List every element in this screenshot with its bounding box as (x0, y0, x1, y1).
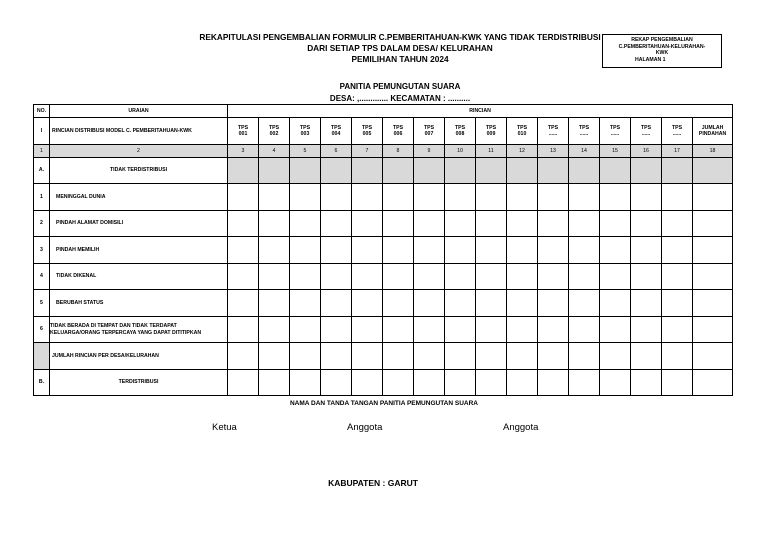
entry-cell[interactable] (507, 343, 538, 370)
entry-cell[interactable] (445, 237, 476, 264)
header-rincian: RINCIAN (228, 105, 733, 118)
tps-header-cell: TPS ...... (538, 118, 569, 145)
table-row-tidak-terdistribusi (34, 158, 733, 184)
entry-cell[interactable] (693, 211, 733, 237)
entry-cell[interactable] (476, 184, 507, 211)
entry-cell[interactable] (383, 184, 414, 211)
tps-header-cell: TPS 009 (476, 118, 507, 145)
row-no: 3 (34, 237, 50, 264)
tps-header-cell: TPS 005 (352, 118, 383, 145)
entry-cell[interactable] (600, 237, 631, 264)
entry-cell[interactable] (476, 370, 507, 396)
entry-cell[interactable] (693, 370, 733, 396)
table-row (34, 211, 733, 237)
col-number: 11 (476, 145, 507, 158)
shaded-cell (600, 158, 631, 184)
entry-cell[interactable] (538, 343, 569, 370)
table-row (34, 184, 733, 211)
entry-cell[interactable] (445, 211, 476, 237)
entry-cell[interactable] (228, 237, 259, 264)
entry-cell[interactable] (631, 211, 662, 237)
entry-cell[interactable] (569, 317, 600, 343)
entry-cell[interactable] (538, 290, 569, 317)
entry-cell[interactable] (631, 237, 662, 264)
entry-cell[interactable] (228, 343, 259, 370)
entry-cell[interactable] (383, 317, 414, 343)
rekap-line-4: HALAMAN 1 (635, 56, 666, 63)
entry-cell[interactable] (352, 370, 383, 396)
entry-cell[interactable] (693, 264, 733, 290)
col-number: 4 (259, 145, 290, 158)
desa-kecamatan-line: DESA: ,............. KECAMATAN : .......... (329, 94, 471, 103)
entry-cell[interactable] (693, 343, 733, 370)
tps-header-cell: TPS 002 (259, 118, 290, 145)
entry-cell[interactable] (662, 290, 693, 317)
entry-cell[interactable] (631, 370, 662, 396)
tps-header-cell: TPS 010 (507, 118, 538, 145)
col-number: 14 (569, 145, 600, 158)
entry-cell[interactable] (600, 343, 631, 370)
entry-cell[interactable] (662, 343, 693, 370)
entry-cell[interactable] (631, 264, 662, 290)
entry-cell[interactable] (321, 264, 352, 290)
rekap-line-1: REKAP PENGEMBALIAN (631, 37, 693, 43)
rekap-line-3: KWK (655, 50, 669, 57)
entry-cell[interactable] (290, 264, 321, 290)
entry-cell[interactable] (662, 211, 693, 237)
entry-cell[interactable] (352, 237, 383, 264)
entry-cell[interactable] (507, 264, 538, 290)
entry-cell[interactable] (445, 343, 476, 370)
entry-cell[interactable] (414, 264, 445, 290)
col-number: 7 (352, 145, 383, 158)
header-uraian: URAIAN (50, 105, 228, 118)
entry-cell[interactable] (259, 184, 290, 211)
tps-header-cell: TPS ...... (631, 118, 662, 145)
entry-cell[interactable] (600, 317, 631, 343)
entry-cell[interactable] (476, 264, 507, 290)
entry-cell[interactable] (476, 317, 507, 343)
entry-cell[interactable] (259, 290, 290, 317)
entry-cell[interactable] (259, 264, 290, 290)
row-label: MENINGGAL DUNIA (50, 184, 228, 211)
tps-header-cell: TPS 004 (321, 118, 352, 145)
signature-anggota-2: Anggota (503, 422, 539, 433)
table-row-terdistribusi (34, 370, 733, 396)
shaded-cell (321, 158, 352, 184)
entry-cell[interactable] (321, 211, 352, 237)
row-a-no: A. (34, 158, 50, 184)
entry-cell[interactable] (228, 370, 259, 396)
entry-cell[interactable] (693, 290, 733, 317)
entry-cell[interactable] (569, 264, 600, 290)
table-header-row (34, 105, 733, 118)
entry-cell[interactable] (507, 184, 538, 211)
tps-header-cell: TPS 008 (445, 118, 476, 145)
entry-cell[interactable] (600, 211, 631, 237)
table-row (34, 237, 733, 264)
entry-cell[interactable] (693, 237, 733, 264)
entry-cell[interactable] (290, 237, 321, 264)
entry-cell[interactable] (414, 290, 445, 317)
header-no: NO. (34, 105, 50, 118)
entry-cell[interactable] (290, 343, 321, 370)
entry-cell[interactable] (445, 264, 476, 290)
entry-cell[interactable] (569, 290, 600, 317)
entry-cell[interactable] (569, 184, 600, 211)
entry-cell[interactable] (383, 264, 414, 290)
entry-cell[interactable] (352, 184, 383, 211)
entry-cell[interactable] (321, 343, 352, 370)
entry-cell[interactable] (476, 290, 507, 317)
tps-header-cell: TPS ...... (600, 118, 631, 145)
entry-cell[interactable] (693, 317, 733, 343)
entry-cell[interactable] (600, 264, 631, 290)
rekap-box (602, 34, 722, 68)
row-no: 5 (34, 290, 50, 317)
entry-cell[interactable] (352, 211, 383, 237)
entry-cell[interactable] (228, 317, 259, 343)
table-row-rincian-distribusi (34, 118, 733, 145)
kabupaten-label: KABUPATEN : GARUT (328, 478, 418, 488)
col-number: 9 (414, 145, 445, 158)
entry-cell[interactable] (228, 264, 259, 290)
tps-header-cell: TPS 001 (228, 118, 259, 145)
shaded-cell (259, 158, 290, 184)
tps-header-cell: TPS 003 (290, 118, 321, 145)
entry-cell[interactable] (631, 184, 662, 211)
table-row-jumlah (34, 343, 733, 370)
col-number: 18 (693, 145, 733, 158)
entry-cell[interactable] (259, 237, 290, 264)
signature-ketua: Ketua (212, 422, 237, 433)
entry-cell[interactable] (538, 211, 569, 237)
row-label: BERUBAH STATUS (50, 290, 228, 317)
entry-cell[interactable] (631, 317, 662, 343)
entry-cell[interactable] (569, 343, 600, 370)
row-no: 1 (34, 184, 50, 211)
tps-header-cell: TPS ...... (662, 118, 693, 145)
col-number: 10 (445, 145, 476, 158)
entry-cell[interactable] (600, 184, 631, 211)
entry-cell[interactable] (228, 211, 259, 237)
row-i-label: RINCIAN DISTRIBUSI MODEL C. PEMBERITAHUAN-KWK (50, 118, 228, 145)
rekap-table (33, 104, 733, 396)
row-no: 2 (34, 211, 50, 237)
entry-cell[interactable] (414, 237, 445, 264)
entry-cell[interactable] (600, 290, 631, 317)
shaded-cell (476, 158, 507, 184)
col-number: 12 (507, 145, 538, 158)
row-6-label: TIDAK BERADA DI TEMPAT DAN TIDAK TERDAPAT KELUARGA/ORANG TERPERCAYA YANG DAPAT DITITIPKAN (50, 317, 228, 343)
entry-cell[interactable] (507, 370, 538, 396)
panitia-heading: PANITIA PEMUNGUTAN SUARA (339, 82, 461, 91)
entry-cell[interactable] (352, 264, 383, 290)
shaded-cell (662, 158, 693, 184)
entry-cell[interactable] (476, 211, 507, 237)
title-line-1: REKAPITULASI PENGEMBALIAN FORMULIR C.PEMBERITAHUAN-KWK YANG TIDAK TERDISTRIBUSI (199, 32, 601, 42)
row-b-label: TERDISTRIBUSI (50, 370, 228, 396)
nama-tanda-tangan-heading: NAMA DAN TANDA TANGAN PANITIA PEMUNGUTAN SUARA (289, 400, 478, 407)
row-no: 6 (34, 317, 50, 343)
entry-cell[interactable] (352, 317, 383, 343)
table-row (34, 264, 733, 290)
entry-cell[interactable] (321, 317, 352, 343)
entry-cell[interactable] (321, 237, 352, 264)
entry-cell[interactable] (600, 370, 631, 396)
col-number: 6 (321, 145, 352, 158)
entry-cell[interactable] (538, 237, 569, 264)
shaded-cell (631, 158, 662, 184)
entry-cell[interactable] (321, 184, 352, 211)
signature-anggota-1: Anggota (347, 422, 383, 433)
entry-cell[interactable] (538, 370, 569, 396)
entry-cell[interactable] (321, 370, 352, 396)
table-row (34, 317, 733, 343)
row-label: TIDAK DIKENAL (50, 264, 228, 290)
entry-cell[interactable] (259, 370, 290, 396)
col-number: 13 (538, 145, 569, 158)
jumlah-rincian-label: JUMLAH RINCIAN PER DESA/KELURAHAN (50, 343, 228, 370)
entry-cell[interactable] (290, 184, 321, 211)
title-line-3: PEMILIHAN TAHUN 2024 (351, 54, 449, 64)
entry-cell[interactable] (538, 317, 569, 343)
entry-cell[interactable] (631, 290, 662, 317)
entry-cell[interactable] (414, 211, 445, 237)
row-a-label: TIDAK TERDISTRIBUSI (50, 158, 228, 184)
col-number: 5 (290, 145, 321, 158)
entry-cell[interactable] (662, 370, 693, 396)
entry-cell[interactable] (445, 317, 476, 343)
entry-cell[interactable] (290, 290, 321, 317)
entry-cell[interactable] (259, 317, 290, 343)
document-title (150, 32, 650, 65)
entry-cell[interactable] (538, 184, 569, 211)
entry-cell[interactable] (507, 290, 538, 317)
entry-cell[interactable] (662, 317, 693, 343)
shaded-cell (569, 158, 600, 184)
shaded-cell (414, 158, 445, 184)
entry-cell[interactable] (538, 264, 569, 290)
row-b-no: B. (34, 370, 50, 396)
col-number: 8 (383, 145, 414, 158)
entry-cell[interactable] (383, 343, 414, 370)
entry-cell[interactable] (414, 343, 445, 370)
entry-cell[interactable] (445, 184, 476, 211)
shaded-cell (290, 158, 321, 184)
tps-header-cell: TPS ...... (569, 118, 600, 145)
row-label: PINDAH MEMILIH (50, 237, 228, 264)
shaded-cell (228, 158, 259, 184)
entry-cell[interactable] (352, 343, 383, 370)
row-label: PINDAH ALAMAT DOMISILI (50, 211, 228, 237)
row-i-no: I (34, 118, 50, 145)
shaded-cell (445, 158, 476, 184)
entry-cell[interactable] (414, 184, 445, 211)
col-number: 17 (662, 145, 693, 158)
entry-cell[interactable] (662, 184, 693, 211)
entry-cell[interactable] (569, 211, 600, 237)
entry-cell[interactable] (259, 343, 290, 370)
entry-cell[interactable] (259, 211, 290, 237)
entry-cell[interactable] (414, 370, 445, 396)
entry-cell[interactable] (383, 290, 414, 317)
entry-cell[interactable] (507, 317, 538, 343)
entry-cell[interactable] (383, 370, 414, 396)
entry-cell[interactable] (352, 290, 383, 317)
shaded-cell (693, 158, 733, 184)
col-number: 16 (631, 145, 662, 158)
shaded-cell (507, 158, 538, 184)
entry-cell[interactable] (290, 211, 321, 237)
entry-cell[interactable] (476, 343, 507, 370)
column-number-row (34, 145, 733, 158)
title-line-2: DARI SETIAP TPS DALAM DESA/ KELURAHAN (307, 43, 493, 53)
entry-cell[interactable] (383, 237, 414, 264)
table-row (34, 290, 733, 317)
shaded-cell (34, 343, 50, 370)
entry-cell[interactable] (290, 370, 321, 396)
entry-cell[interactable] (228, 290, 259, 317)
col-number: 3 (228, 145, 259, 158)
entry-cell[interactable] (445, 370, 476, 396)
row-no: 4 (34, 264, 50, 290)
shaded-cell (383, 158, 414, 184)
entry-cell[interactable] (445, 290, 476, 317)
entry-cell[interactable] (569, 370, 600, 396)
rekap-line-2: C.PEMBERITAHUAN-KELURAHAN- (618, 43, 706, 50)
tps-header-cell: TPS 006 (383, 118, 414, 145)
entry-cell[interactable] (631, 343, 662, 370)
col-number: 15 (600, 145, 631, 158)
entry-cell[interactable] (383, 211, 414, 237)
col-number: 1 (34, 145, 50, 158)
entry-cell[interactable] (662, 237, 693, 264)
entry-cell[interactable] (476, 237, 507, 264)
entry-cell[interactable] (414, 317, 445, 343)
col-number: 2 (50, 145, 228, 158)
entry-cell[interactable] (662, 264, 693, 290)
jumlah-pindahan-header: JUMLAH PINDAHAN (693, 118, 733, 145)
entry-cell[interactable] (507, 211, 538, 237)
entry-cell[interactable] (290, 317, 321, 343)
entry-cell[interactable] (693, 184, 733, 211)
entry-cell[interactable] (321, 290, 352, 317)
tps-header-cell: TPS 007 (414, 118, 445, 145)
entry-cell[interactable] (569, 237, 600, 264)
entry-cell[interactable] (507, 237, 538, 264)
shaded-cell (538, 158, 569, 184)
entry-cell[interactable] (228, 184, 259, 211)
shaded-cell (352, 158, 383, 184)
